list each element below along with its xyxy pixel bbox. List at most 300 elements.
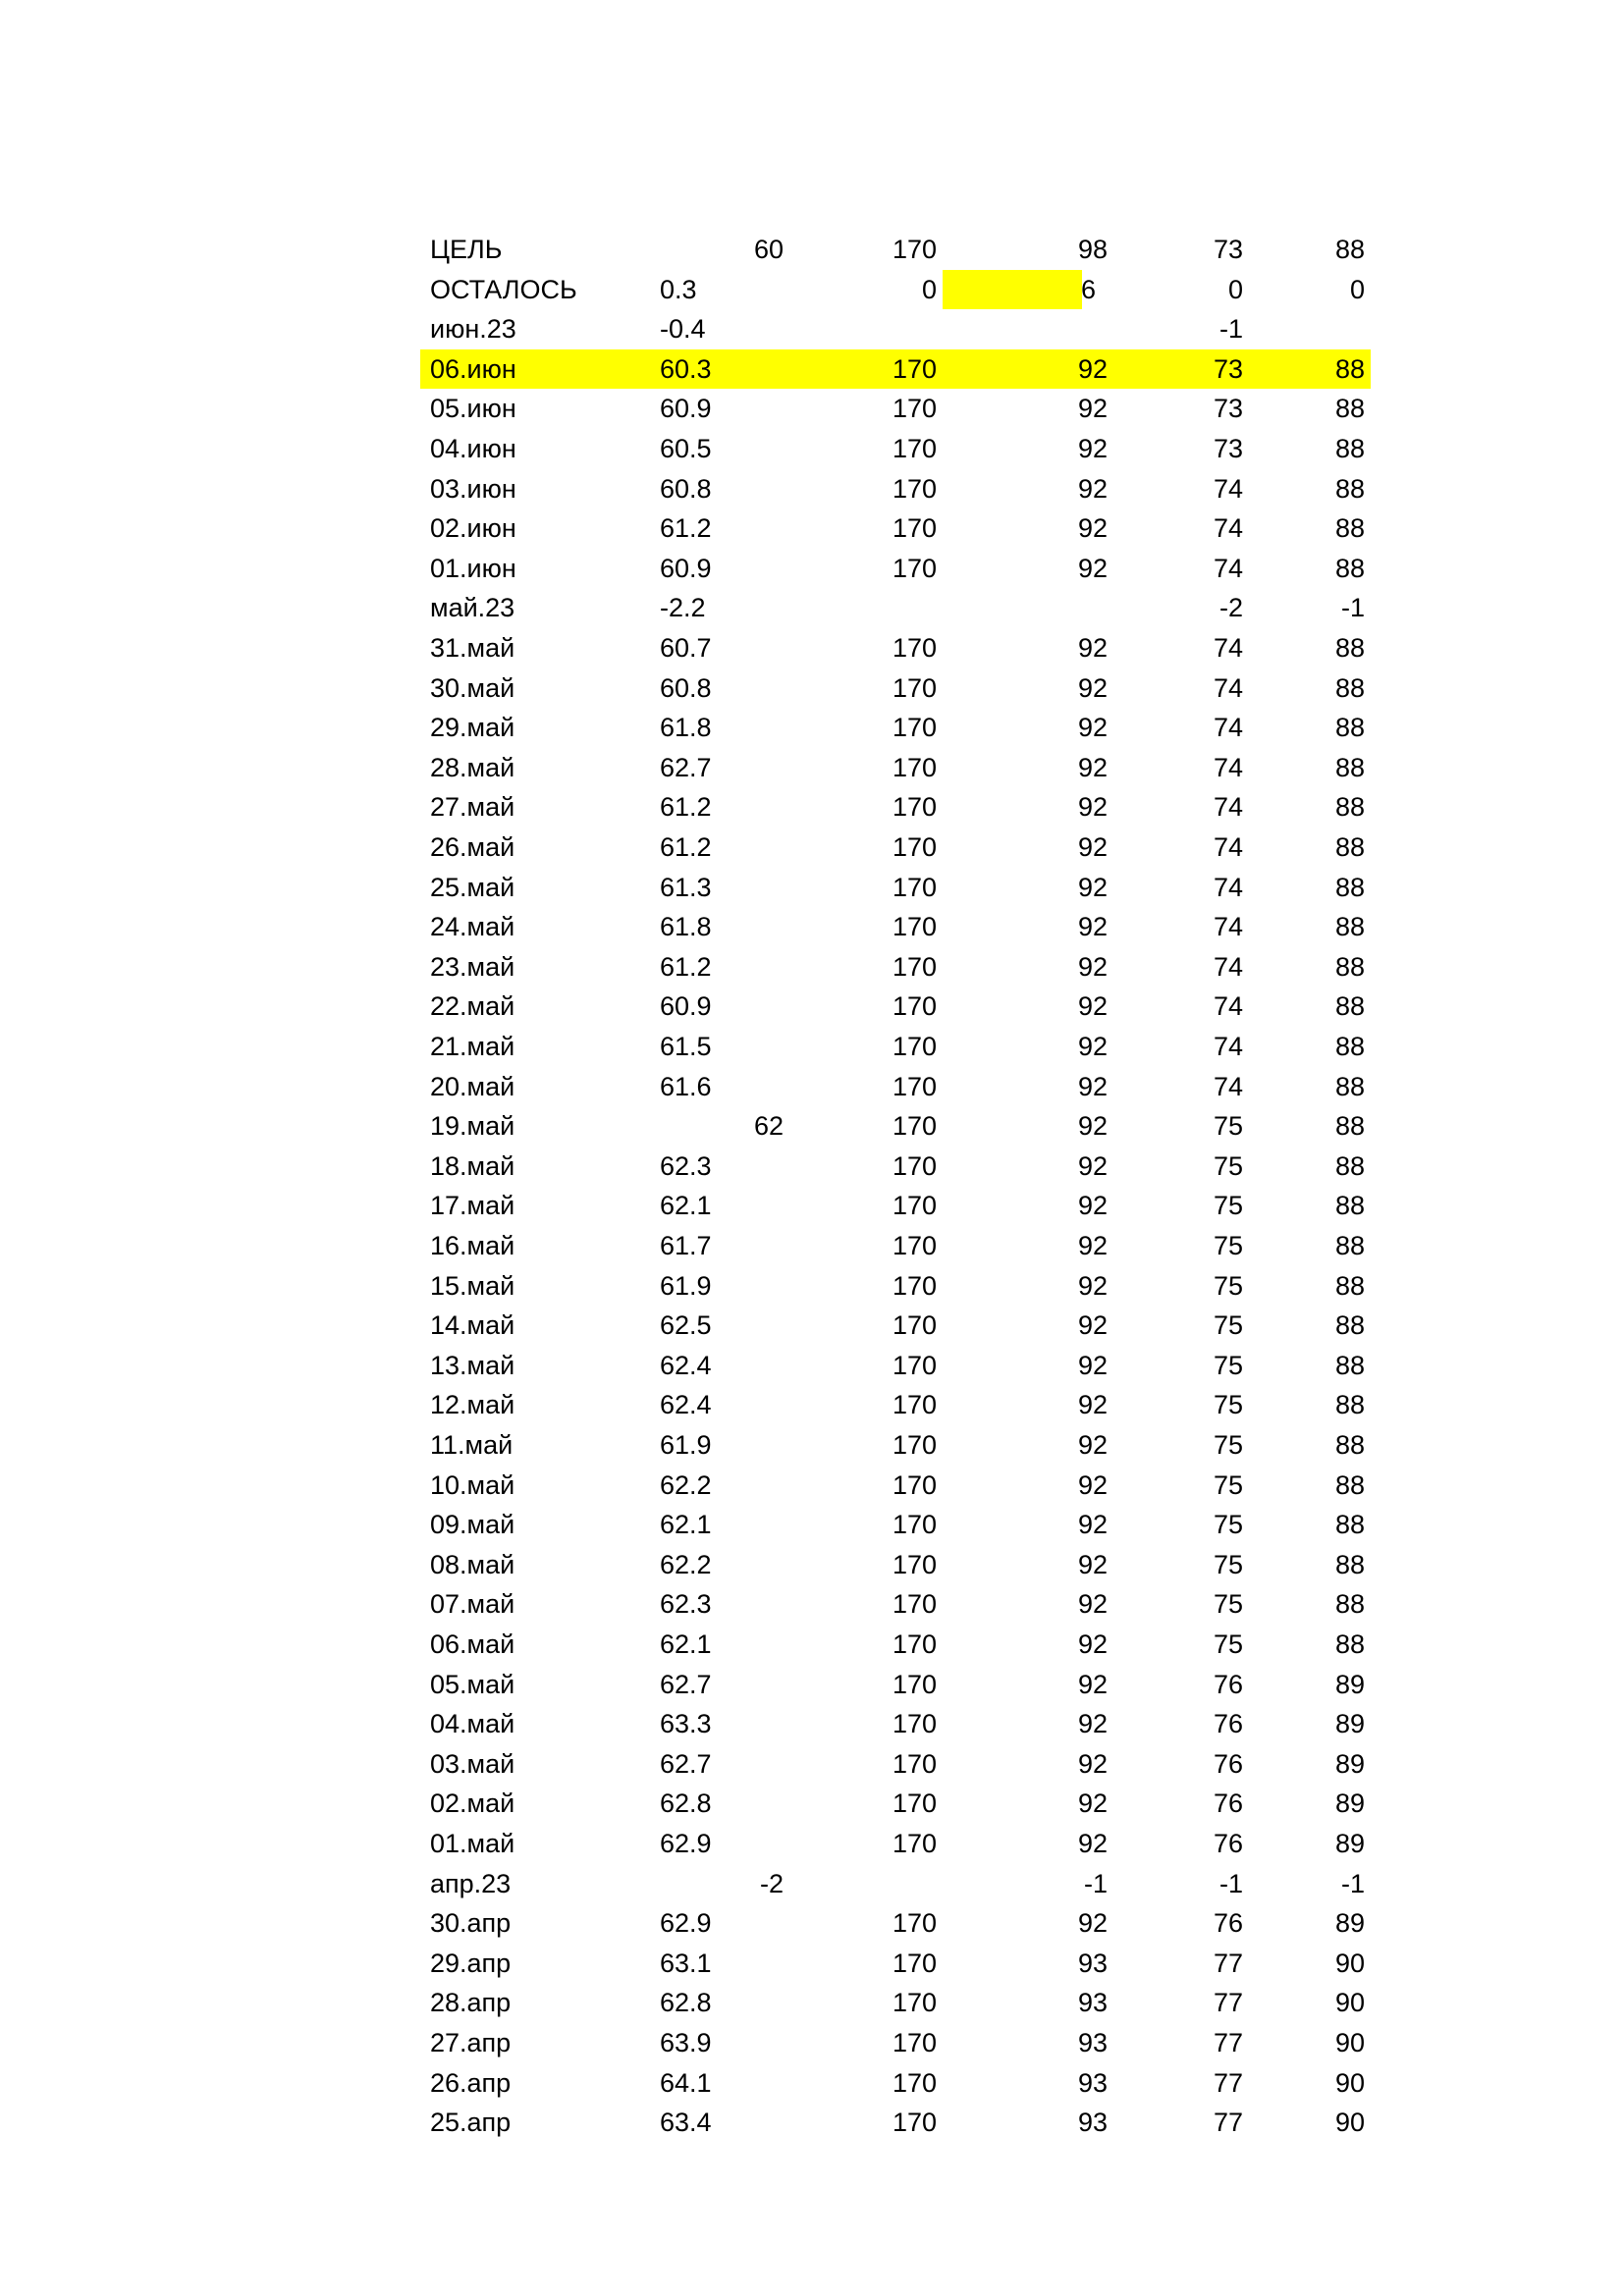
value-cell: 88 <box>1334 713 1365 742</box>
table-row <box>420 947 1371 987</box>
value-cell: 74 <box>1213 952 1243 982</box>
value-cell: 74 <box>1213 1072 1243 1101</box>
value-cell: 88 <box>1334 1271 1365 1301</box>
value-cell: 77 <box>1213 1988 1243 2017</box>
value-cell: 62.7 <box>660 753 712 782</box>
value-cell <box>705 2063 784 2103</box>
value-cell: 74 <box>1213 991 1243 1021</box>
row-label-cell: ОСТАЛОСЬ <box>430 275 577 304</box>
value-cell: -1 <box>1218 1869 1243 1898</box>
value-cell: 92 <box>1077 1390 1108 1419</box>
value-cell: 62.8 <box>660 1988 712 2017</box>
value-cell: 61.3 <box>660 873 712 902</box>
row-label-cell: 21.май <box>430 1032 515 1061</box>
table-row <box>420 1186 1371 1225</box>
value-cell: 92 <box>1077 434 1108 463</box>
value-cell: 76 <box>1213 1908 1243 1938</box>
value-cell: 75 <box>1213 1510 1243 1539</box>
row-label-cell: 25.май <box>430 873 515 902</box>
value-cell: 170 <box>892 1310 937 1340</box>
value-cell: 61.6 <box>660 1072 712 1101</box>
value-cell: 74 <box>1213 912 1243 941</box>
value-cell: 88 <box>1334 1589 1365 1619</box>
value-cell: 170 <box>892 1988 937 2017</box>
value-cell <box>1245 309 1365 348</box>
table-row <box>420 1665 1371 1704</box>
table-row <box>420 1385 1371 1424</box>
value-cell: 170 <box>892 713 937 742</box>
value-cell: 74 <box>1213 673 1243 703</box>
value-cell <box>705 1067 784 1106</box>
value-cell: 170 <box>892 912 937 941</box>
value-cell: 73 <box>1213 354 1243 384</box>
table-row <box>420 1584 1371 1624</box>
value-cell: 170 <box>892 1789 937 1818</box>
value-cell: 60.7 <box>660 633 712 663</box>
value-cell: 92 <box>1077 673 1108 703</box>
row-label-cell: 01.май <box>430 1829 515 1858</box>
value-cell: 170 <box>892 394 937 423</box>
row-label-cell: 11.май <box>430 1430 514 1460</box>
value-cell: 88 <box>1334 991 1365 1021</box>
table-row <box>420 1625 1371 1664</box>
row-label-cell: 22.май <box>430 991 515 1021</box>
value-cell <box>705 2103 784 2142</box>
value-cell <box>705 1944 784 1983</box>
value-cell <box>705 549 784 588</box>
value-cell: 0 <box>1349 275 1365 304</box>
value-cell: 170 <box>892 513 937 543</box>
value-cell: 88 <box>1334 1629 1365 1659</box>
value-cell: 89 <box>1334 1789 1365 1818</box>
value-cell: -2 <box>1218 593 1243 622</box>
value-cell: 74 <box>1213 832 1243 862</box>
value-cell <box>705 1545 784 1584</box>
row-label-cell: ЦЕЛЬ <box>430 235 503 264</box>
value-cell: 93 <box>1077 1988 1108 2017</box>
value-cell <box>705 868 784 907</box>
table-row <box>420 1346 1371 1385</box>
value-cell: 73 <box>1213 235 1243 264</box>
value-cell <box>705 828 784 867</box>
value-cell: 62.3 <box>660 1589 712 1619</box>
value-cell: 61.5 <box>660 1032 712 1061</box>
value-cell <box>705 1027 784 1066</box>
row-label-cell: май.23 <box>430 593 515 622</box>
value-cell <box>705 469 784 508</box>
table-row <box>420 1067 1371 1106</box>
value-cell: 75 <box>1213 1430 1243 1460</box>
value-cell: 92 <box>1077 713 1108 742</box>
value-cell: 92 <box>1077 1789 1108 1818</box>
value-cell: 75 <box>1213 1550 1243 1579</box>
value-cell: 89 <box>1334 1908 1365 1938</box>
value-cell: 170 <box>892 952 937 982</box>
value-cell: 63.3 <box>660 1709 712 1738</box>
value-cell: 92 <box>1077 912 1108 941</box>
value-cell: 170 <box>892 2108 937 2137</box>
value-cell: 170 <box>892 1470 937 1500</box>
value-cell <box>705 1625 784 1664</box>
value-cell: 63.1 <box>660 1949 712 1978</box>
value-cell: 170 <box>892 1271 937 1301</box>
table-row <box>420 907 1371 946</box>
value-cell: 92 <box>1077 1629 1108 1659</box>
value-cell: 63.4 <box>660 2108 712 2137</box>
value-cell: 88 <box>1334 1351 1365 1380</box>
value-cell: 77 <box>1213 2108 1243 2137</box>
table-row <box>420 1505 1371 1544</box>
value-cell <box>705 1306 784 1345</box>
value-cell <box>705 1505 784 1544</box>
value-cell: 77 <box>1213 2028 1243 2057</box>
value-cell <box>705 1983 784 2022</box>
table-row <box>420 230 1371 269</box>
value-cell: 62.9 <box>660 1908 712 1938</box>
value-cell: 170 <box>892 1908 937 1938</box>
value-cell: 88 <box>1334 235 1365 264</box>
value-cell: 92 <box>1077 1749 1108 1779</box>
value-cell <box>813 588 937 627</box>
value-cell: 170 <box>892 832 937 862</box>
value-cell: 170 <box>892 1191 937 1220</box>
value-cell: 62.2 <box>660 1470 712 1500</box>
value-cell: 92 <box>1077 1470 1108 1500</box>
row-label-cell: 08.май <box>430 1550 515 1579</box>
value-cell: 75 <box>1213 1111 1243 1141</box>
value-cell: 62.7 <box>660 1670 712 1699</box>
table-row <box>420 1744 1371 1784</box>
table-row <box>420 429 1371 468</box>
table-row <box>420 549 1371 588</box>
row-label-cell: 26.апр <box>430 2068 512 2098</box>
value-cell: 92 <box>1077 1709 1108 1738</box>
value-cell: 88 <box>1334 912 1365 941</box>
value-cell <box>705 1584 784 1624</box>
value-cell: 170 <box>892 1629 937 1659</box>
value-cell: 62.9 <box>660 1829 712 1858</box>
value-cell: 60.8 <box>660 474 712 504</box>
value-cell: 61.7 <box>660 1231 712 1260</box>
value-cell: 0.3 <box>660 275 697 304</box>
value-cell <box>813 309 937 348</box>
table-row <box>420 1306 1371 1345</box>
value-cell: 74 <box>1213 792 1243 822</box>
row-label-cell: 20.май <box>430 1072 515 1101</box>
value-cell: 62.7 <box>660 1749 712 1779</box>
value-cell: 88 <box>1334 1390 1365 1419</box>
value-cell <box>705 349 784 389</box>
value-cell <box>705 947 784 987</box>
value-cell: 0 <box>1227 275 1243 304</box>
value-cell: 76 <box>1213 1709 1243 1738</box>
row-label-cell: 12.май <box>430 1390 515 1419</box>
value-cell: 170 <box>892 1510 937 1539</box>
value-cell: 62.4 <box>660 1390 712 1419</box>
value-cell <box>705 429 784 468</box>
row-label-cell: 15.май <box>430 1271 515 1301</box>
value-cell: 88 <box>1334 1111 1365 1141</box>
value-cell <box>705 1784 784 1823</box>
value-cell: 74 <box>1213 713 1243 742</box>
value-cell: 92 <box>1077 1191 1108 1220</box>
value-cell <box>705 1903 784 1943</box>
value-cell: -1 <box>1218 314 1243 344</box>
table-row <box>420 1545 1371 1584</box>
table-row <box>420 1824 1371 1863</box>
value-cell: 170 <box>892 1072 937 1101</box>
table-row <box>420 389 1371 428</box>
value-cell: 88 <box>1334 1550 1365 1579</box>
value-cell: 61.9 <box>660 1430 712 1460</box>
table-row <box>420 668 1371 708</box>
value-cell: 88 <box>1334 873 1365 902</box>
value-cell <box>705 2023 784 2062</box>
row-label-cell: 02.июн <box>430 513 516 543</box>
row-label-cell: 25.апр <box>430 2108 512 2137</box>
value-cell: 92 <box>1077 1310 1108 1340</box>
value-cell: 92 <box>1077 554 1108 583</box>
value-cell: 170 <box>892 1231 937 1260</box>
table-row <box>420 987 1371 1026</box>
table-row <box>420 1944 1371 1983</box>
value-cell: 60.9 <box>660 394 712 423</box>
value-cell: 93 <box>1077 2028 1108 2057</box>
table-row <box>420 1226 1371 1265</box>
value-cell: 170 <box>892 1709 937 1738</box>
value-cell: 62.3 <box>660 1151 712 1181</box>
value-cell <box>705 1425 784 1465</box>
value-cell: 170 <box>892 1829 937 1858</box>
table-row <box>420 2063 1371 2103</box>
value-cell: 92 <box>1077 1670 1108 1699</box>
value-cell: 88 <box>1334 394 1365 423</box>
row-label-cell: 10.май <box>430 1470 515 1500</box>
value-cell: 92 <box>1077 474 1108 504</box>
value-cell: 92 <box>1077 1151 1108 1181</box>
row-label-cell: 06.май <box>430 1629 515 1659</box>
row-label-cell: 03.июн <box>430 474 516 504</box>
value-cell: 77 <box>1213 1949 1243 1978</box>
value-cell: 170 <box>892 792 937 822</box>
value-cell: 92 <box>1077 832 1108 862</box>
value-cell: 170 <box>892 2028 937 2057</box>
value-cell <box>705 748 784 787</box>
value-cell: 62.1 <box>660 1629 712 1659</box>
value-cell: 74 <box>1213 753 1243 782</box>
table-row <box>420 309 1371 348</box>
table-row <box>420 2023 1371 2062</box>
table-row <box>420 787 1371 827</box>
value-cell: 92 <box>1077 991 1108 1021</box>
value-cell: 88 <box>1334 1032 1365 1061</box>
table-row-highlighted <box>420 349 1371 389</box>
value-cell <box>941 309 1108 348</box>
value-cell: 92 <box>1077 354 1108 384</box>
row-label-cell: 28.май <box>430 753 515 782</box>
value-cell: 92 <box>1077 1231 1108 1260</box>
row-label-cell: 18.май <box>430 1151 515 1181</box>
value-cell: 61.8 <box>660 713 712 742</box>
row-label-cell: 27.апр <box>430 2028 512 2057</box>
value-cell: 170 <box>892 354 937 384</box>
value-cell: 75 <box>1213 1191 1243 1220</box>
value-cell: -2.2 <box>660 593 706 622</box>
row-label-cell: 05.июн <box>430 394 516 423</box>
row-label-cell: 09.май <box>430 1510 515 1539</box>
value-cell: 90 <box>1334 2108 1365 2137</box>
value-cell: 170 <box>892 474 937 504</box>
value-cell <box>705 708 784 747</box>
value-cell: 92 <box>1077 1032 1108 1061</box>
value-cell: -1 <box>1340 1869 1365 1898</box>
value-cell: 88 <box>1334 633 1365 663</box>
row-label-cell: апр.23 <box>430 1869 512 1898</box>
row-label-cell: 05.май <box>430 1670 515 1699</box>
row-label-cell: июн.23 <box>430 314 516 344</box>
value-cell <box>705 987 784 1026</box>
table-row <box>420 828 1371 867</box>
value-cell <box>705 309 784 348</box>
value-cell: 74 <box>1213 633 1243 663</box>
value-cell: 88 <box>1334 354 1365 384</box>
table-row <box>420 1266 1371 1306</box>
value-cell: 62.8 <box>660 1789 712 1818</box>
value-cell: 92 <box>1077 1111 1108 1141</box>
value-cell <box>813 1864 937 1903</box>
value-cell: 170 <box>892 673 937 703</box>
value-cell <box>941 588 1108 627</box>
value-cell: 92 <box>1077 1430 1108 1460</box>
row-label-cell: 06.июн <box>430 354 516 384</box>
value-cell: 61.2 <box>660 832 712 862</box>
table-row <box>420 1864 1371 1903</box>
value-cell: 93 <box>1077 2068 1108 2098</box>
value-cell: 170 <box>892 235 937 264</box>
value-cell: 62.1 <box>660 1510 712 1539</box>
value-cell: -1 <box>1083 1869 1108 1898</box>
row-label-cell: 27.май <box>430 792 515 822</box>
value-cell: 89 <box>1334 1829 1365 1858</box>
value-cell: 92 <box>1077 1829 1108 1858</box>
value-cell <box>705 1824 784 1863</box>
row-label-cell: 13.май <box>430 1351 515 1380</box>
value-cell: 75 <box>1213 1589 1243 1619</box>
value-cell: 90 <box>1334 2028 1365 2057</box>
value-cell: 170 <box>892 633 937 663</box>
value-cell <box>705 1226 784 1265</box>
value-cell: 170 <box>892 434 937 463</box>
value-cell: 88 <box>1334 1151 1365 1181</box>
value-cell: 88 <box>1334 753 1365 782</box>
value-cell <box>705 508 784 548</box>
value-cell: 90 <box>1334 2068 1365 2098</box>
value-cell: 88 <box>1334 1310 1365 1340</box>
value-cell: 170 <box>892 1111 937 1141</box>
value-cell <box>705 628 784 667</box>
value-cell: 63.9 <box>660 2028 712 2057</box>
value-cell <box>705 1186 784 1225</box>
value-cell: 170 <box>892 1589 937 1619</box>
value-cell: 92 <box>1077 633 1108 663</box>
value-cell <box>705 668 784 708</box>
value-cell: 170 <box>892 1670 937 1699</box>
value-cell: 62.1 <box>660 1191 712 1220</box>
value-cell: 61.9 <box>660 1271 712 1301</box>
value-cell: 92 <box>1077 952 1108 982</box>
value-cell: 76 <box>1213 1789 1243 1818</box>
table-row <box>420 508 1371 548</box>
value-cell: 60.3 <box>660 354 712 384</box>
value-cell <box>705 1744 784 1784</box>
value-cell: 170 <box>892 1430 937 1460</box>
row-label-cell: 14.май <box>430 1310 515 1340</box>
row-label-cell: 04.май <box>430 1709 515 1738</box>
row-label-cell: 28.апр <box>430 1988 512 2017</box>
row-label-cell: 30.май <box>430 673 515 703</box>
table-row <box>420 1147 1371 1186</box>
table-row <box>420 868 1371 907</box>
value-cell: 170 <box>892 991 937 1021</box>
value-cell: 76 <box>1213 1829 1243 1858</box>
value-cell: 73 <box>1213 434 1243 463</box>
value-cell: 74 <box>1213 474 1243 504</box>
value-cell: 170 <box>892 1390 937 1419</box>
table-row <box>420 1466 1371 1505</box>
row-label-cell: 16.май <box>430 1231 515 1260</box>
table-row <box>420 1106 1371 1146</box>
value-cell: 88 <box>1334 952 1365 982</box>
value-cell: 75 <box>1213 1470 1243 1500</box>
value-cell: 88 <box>1334 1470 1365 1500</box>
row-label-cell: 01.июн <box>430 554 516 583</box>
table-row <box>420 1704 1371 1743</box>
value-cell: 88 <box>1334 1191 1365 1220</box>
row-label-cell: 23.май <box>430 952 515 982</box>
table-row <box>420 270 1371 309</box>
value-cell: 88 <box>1334 1072 1365 1101</box>
value-cell: -1 <box>1340 593 1365 622</box>
value-cell: 170 <box>892 1949 937 1978</box>
value-cell: 88 <box>1334 673 1365 703</box>
value-cell: 88 <box>1334 434 1365 463</box>
value-cell: 60.9 <box>660 554 712 583</box>
value-cell: 89 <box>1334 1749 1365 1779</box>
row-label-cell: 26.май <box>430 832 515 862</box>
value-cell: 62 <box>753 1111 784 1141</box>
value-cell <box>705 1466 784 1505</box>
value-cell: 75 <box>1213 1271 1243 1301</box>
value-cell <box>705 389 784 428</box>
value-cell: 75 <box>1213 1351 1243 1380</box>
value-cell: 92 <box>1077 1550 1108 1579</box>
value-cell: 170 <box>892 1151 937 1181</box>
row-label-cell: 04.июн <box>430 434 516 463</box>
value-cell: 92 <box>1077 873 1108 902</box>
value-cell: 64.1 <box>660 2068 712 2098</box>
value-cell: 60.8 <box>660 673 712 703</box>
value-cell: 170 <box>892 554 937 583</box>
value-cell <box>705 1266 784 1306</box>
value-cell: 74 <box>1213 873 1243 902</box>
value-cell: 61.2 <box>660 513 712 543</box>
table-row <box>420 748 1371 787</box>
value-cell: 88 <box>1334 1510 1365 1539</box>
value-cell: 170 <box>892 1550 937 1579</box>
value-cell: 73 <box>1213 394 1243 423</box>
row-label-cell: 03.май <box>430 1749 515 1779</box>
value-cell: 88 <box>1334 792 1365 822</box>
